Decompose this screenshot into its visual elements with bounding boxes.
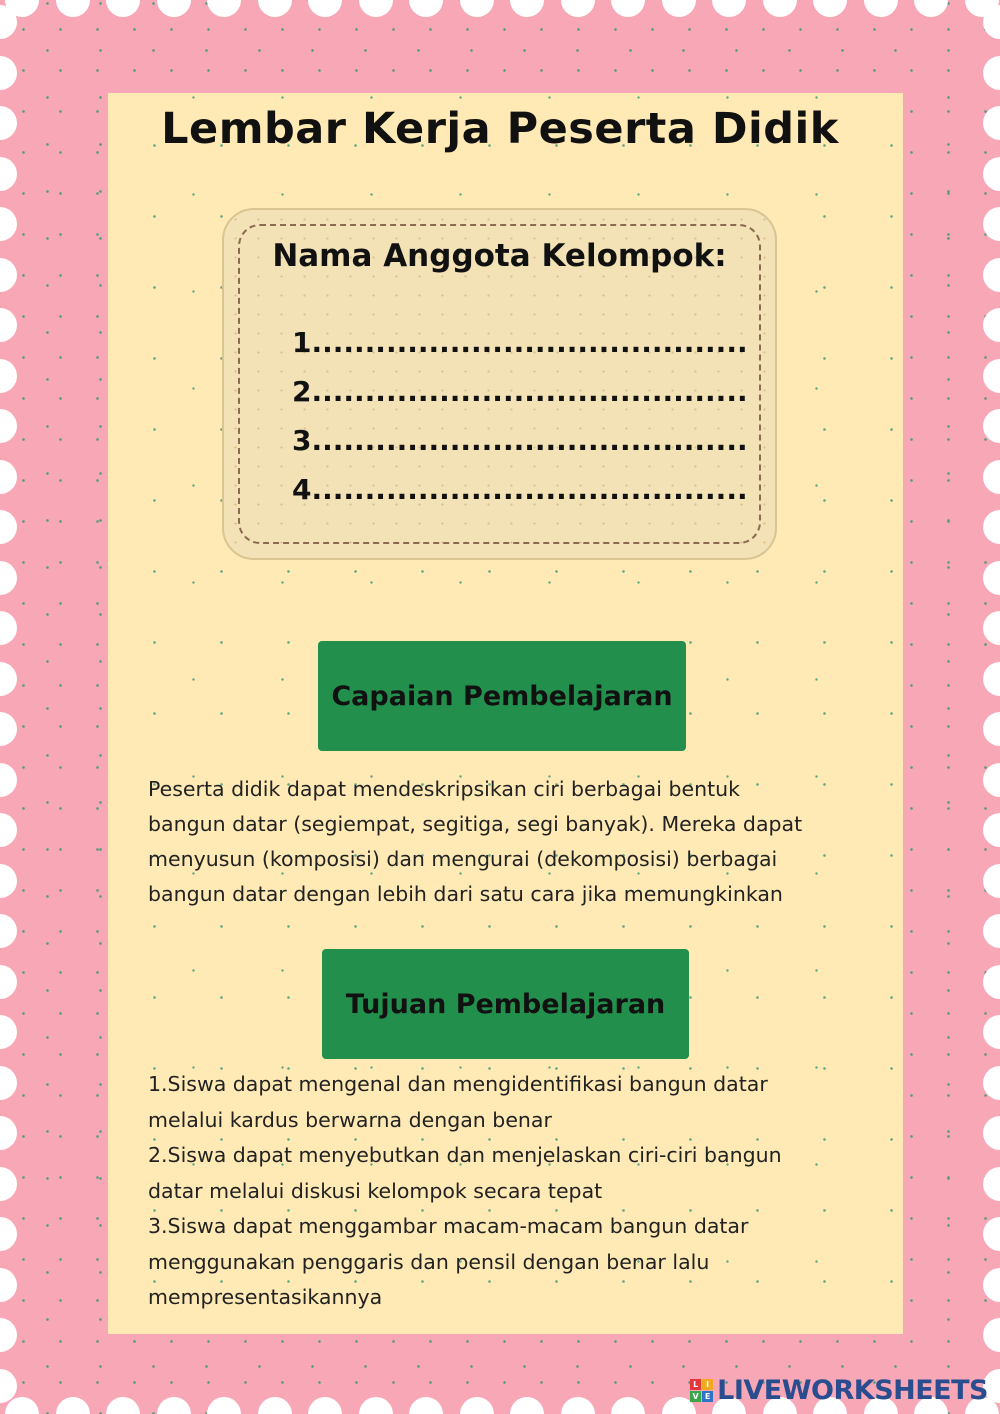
stamp-scallop <box>460 1397 494 1414</box>
stamp-scallop <box>983 864 1000 898</box>
stamp-scallop <box>983 1217 1000 1251</box>
tujuan-line: datar melalui diskusi kelompok secara tepat <box>148 1178 603 1203</box>
stamp-scallop <box>983 561 1000 595</box>
stamp-scallop <box>0 965 17 999</box>
capaian-line: bangun datar (segiempat, segitiga, segi banyak). Mereka dapat <box>148 812 803 836</box>
member-line-4[interactable]: 4......................................... <box>292 473 748 506</box>
stamp-scallop <box>510 0 544 17</box>
stamp-scallop <box>983 56 1000 90</box>
stamp-scallop <box>0 460 17 494</box>
capaian-line: Peserta didik dapat mendeskripsikan ciri berbagai bentuk <box>148 777 740 801</box>
stamp-scallop <box>662 0 696 17</box>
stamp-scallop <box>0 510 17 544</box>
stamp-scallop <box>308 1397 342 1414</box>
stamp-scallop <box>983 1318 1000 1352</box>
stamp-scallop <box>56 0 90 17</box>
tujuan-line: mempresentasikannya <box>148 1285 383 1309</box>
stamp-scallop <box>0 813 17 847</box>
stamp-scallop <box>983 409 1000 443</box>
stamp-scallop <box>983 763 1000 797</box>
capaian-line: menyusun (komposisi) dan mengurai (dekomposisi) berbagai <box>148 847 778 871</box>
capaian-line: bangun datar dengan lebih dari satu cara jika memungkinkan <box>148 882 783 906</box>
member-line-2[interactable]: 2......................................... <box>292 375 748 408</box>
stamp-scallop <box>983 611 1000 645</box>
liveworksheets-brand: LIVEWORKSHEETS <box>717 1375 988 1406</box>
page-title: Lembar Kerja Peserta Didik <box>161 104 839 154</box>
tujuan-line: 2.Siswa dapat menyebutkan dan menjelaskan ciri-ciri bangun <box>148 1143 782 1167</box>
stamp-scallop <box>763 0 797 17</box>
logo-letter: E <box>702 1391 713 1402</box>
stamp-scallop <box>983 258 1000 292</box>
stamp-scallop <box>510 1397 544 1414</box>
stamp-scallop <box>0 1217 17 1251</box>
stamp-scallop <box>864 0 898 17</box>
stamp-scallop <box>0 1066 17 1100</box>
stamp-scallop <box>106 1397 140 1414</box>
stamp-scallop <box>0 207 17 241</box>
stamp-scallop <box>207 1397 241 1414</box>
stamp-scallop <box>0 611 17 645</box>
stamp-scallop <box>106 0 140 17</box>
stamp-scallop <box>308 0 342 17</box>
member-line-1[interactable]: 1......................................... <box>292 326 748 359</box>
stamp-scallop <box>983 662 1000 696</box>
capaian-heading-badge: Capaian Pembelajaran <box>318 641 686 751</box>
stamp-scallop <box>0 157 17 191</box>
stamp-scallop <box>983 1066 1000 1100</box>
stamp-scallop <box>409 0 443 17</box>
stamp-scallop <box>983 510 1000 544</box>
stamp-scallop <box>157 1397 191 1414</box>
stamp-scallop <box>983 460 1000 494</box>
stamp-scallop <box>0 712 17 746</box>
stamp-scallop <box>0 662 17 696</box>
stamp-scallop <box>0 359 17 393</box>
tujuan-heading-badge: Tujuan Pembelajaran <box>322 949 689 1059</box>
stamp-scallop <box>0 409 17 443</box>
tujuan-list <box>148 1067 868 1316</box>
stamp-scallop <box>983 1167 1000 1201</box>
stamp-scallop <box>359 1397 393 1414</box>
stamp-scallop <box>0 1116 17 1150</box>
stamp-scallop <box>983 965 1000 999</box>
stamp-scallop <box>983 914 1000 948</box>
stamp-scallop <box>0 258 17 292</box>
stamp-scallop <box>983 308 1000 342</box>
stamp-scallop <box>712 0 746 17</box>
group-members-title: Nama Anggota Kelompok: <box>272 238 727 274</box>
stamp-scallop <box>0 914 17 948</box>
stamp-scallop <box>0 864 17 898</box>
stamp-scallop <box>611 1397 645 1414</box>
group-members-list <box>292 318 748 514</box>
stamp-scallop <box>561 0 595 17</box>
stamp-scallop <box>983 207 1000 241</box>
stamp-scallop <box>983 1268 1000 1302</box>
stamp-scallop <box>207 0 241 17</box>
logo-letter: L <box>690 1379 701 1390</box>
tujuan-line: menggunakan penggaris dan pensil dengan benar lalu <box>148 1249 710 1274</box>
capaian-text <box>148 772 868 912</box>
stamp-scallop <box>983 1116 1000 1150</box>
logo-letter: I <box>702 1379 713 1390</box>
stamp-scallop <box>611 0 645 17</box>
stamp-scallop <box>983 712 1000 746</box>
stamp-scallop <box>0 561 17 595</box>
tujuan-line: 1.Siswa dapat mengenal dan mengidentifikasi bangun datar <box>148 1072 768 1096</box>
stamp-scallop <box>0 1318 17 1352</box>
tujuan-line: 3.Siswa dapat menggambar macam-macam bangun datar <box>148 1214 749 1238</box>
stamp-scallop <box>56 1397 90 1414</box>
stamp-scallop <box>409 1397 443 1414</box>
stamp-scallop <box>983 813 1000 847</box>
stamp-scallop <box>0 1015 17 1049</box>
stamp-scallop <box>914 0 948 17</box>
stamp-scallop <box>0 1268 17 1302</box>
stamp-scallop <box>258 1397 292 1414</box>
stamp-scallop <box>157 0 191 17</box>
stamp-scallop <box>359 0 393 17</box>
stamp-scallop <box>983 157 1000 191</box>
stamp-scallop <box>258 0 292 17</box>
group-members-card <box>222 208 777 560</box>
tujuan-line: melalui kardus berwarna dengan benar <box>148 1107 552 1132</box>
liveworksheets-footer[interactable] <box>690 1375 988 1406</box>
logo-letter: V <box>690 1391 701 1402</box>
stamp-scallop <box>813 0 847 17</box>
stamp-scallop <box>561 1397 595 1414</box>
stamp-scallop <box>460 0 494 17</box>
stamp-scallop <box>983 1015 1000 1049</box>
stamp-scallop <box>983 359 1000 393</box>
liveworksheets-logo-icon <box>690 1379 713 1402</box>
member-line-3[interactable]: 3......................................... <box>292 424 748 457</box>
stamp-scallop <box>0 763 17 797</box>
stamp-scallop <box>0 308 17 342</box>
stamp-scallop <box>0 1167 17 1201</box>
stamp-scallop <box>0 56 17 90</box>
